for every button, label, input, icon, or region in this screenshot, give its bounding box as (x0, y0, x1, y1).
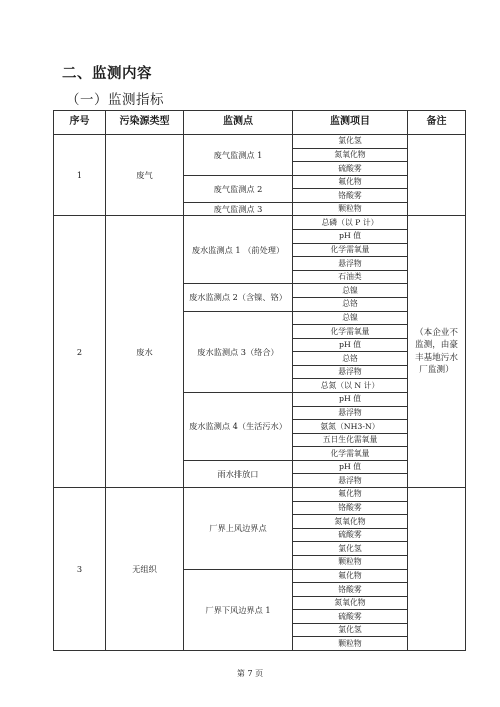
monitoring-item-cell: 氟化物 (293, 488, 408, 502)
table-row (54, 135, 466, 149)
monitoring-item-cell: 石油类 (293, 270, 408, 284)
monitoring-point-cell: 废水监测点 4（生活污水） (184, 392, 293, 460)
source-type-cell: 废气 (106, 135, 184, 216)
monitoring-item-cell: 总镍 (293, 284, 408, 298)
monitoring-item-cell: 氟化物 (293, 569, 408, 583)
remark-cell: （本企业不监测，由豪丰基地污水厂监测） (408, 216, 466, 488)
monitoring-item-cell: 悬浮物 (293, 474, 408, 488)
monitoring-item-cell: 化学需氧量 (293, 447, 408, 461)
monitoring-item-cell: 铬酸雾 (293, 189, 408, 203)
monitoring-item-cell: 铬酸雾 (293, 501, 408, 515)
monitoring-point-cell: 废气监测点 1 (184, 135, 293, 176)
monitoring-point-cell: 厂界上风边界点 (184, 488, 293, 569)
header-remark: 备注 (408, 111, 466, 135)
page-number: 第 7 页 (236, 669, 264, 678)
monitoring-item-cell: 悬浮物 (293, 406, 408, 420)
monitoring-item-cell: 氟化物 (293, 175, 408, 189)
monitoring-item-cell: 氮氧化物 (293, 596, 408, 610)
monitoring-item-cell: 硫酸雾 (293, 528, 408, 542)
monitoring-item-cell: pH 值 (293, 460, 408, 474)
monitoring-item-cell: 总氮（以 N 计） (293, 379, 408, 393)
header-no: 序号 (54, 111, 106, 135)
section-title: 二、监测内容 (62, 66, 152, 82)
monitoring-item-cell: 氮氧化物 (293, 515, 408, 529)
monitoring-item-cell: 颗粒物 (293, 202, 408, 216)
row-number-cell: 2 (54, 216, 106, 488)
header-monitoring-item: 监测项目 (293, 111, 408, 135)
monitoring-item-cell: pH 值 (293, 392, 408, 406)
remark-cell-empty (408, 135, 466, 216)
monitoring-item-cell: 硫酸雾 (293, 162, 408, 176)
header-source-type: 污染源类型 (106, 111, 184, 135)
row-number-cell: 1 (54, 135, 106, 216)
monitoring-item-cell: 总铬 (293, 352, 408, 366)
row-number-cell: 3 (54, 488, 106, 651)
subsection-title: （一）监测指标 (66, 92, 164, 108)
monitoring-item-cell: 颗粒物 (293, 637, 408, 651)
monitoring-item-cell: 化学需氧量 (293, 325, 408, 339)
monitoring-item-cell: 氯化氢 (293, 623, 408, 637)
monitoring-item-cell: 氯化氢 (293, 135, 408, 149)
monitoring-point-cell: 废水监测点 2（含镍、铬） (184, 284, 293, 311)
monitoring-point-cell: 废气监测点 2 (184, 175, 293, 202)
monitoring-table (53, 110, 466, 651)
monitoring-item-cell: 颗粒物 (293, 555, 408, 569)
monitoring-item-cell: 总镍 (293, 311, 408, 325)
monitoring-item-cell: 总铬 (293, 297, 408, 311)
source-type-cell: 废水 (106, 216, 184, 488)
source-type-cell: 无组织 (106, 488, 184, 651)
table-row (54, 488, 466, 502)
table-row (54, 216, 466, 230)
remark-cell-empty (408, 488, 466, 651)
monitoring-item-cell: 化学需氧量 (293, 243, 408, 257)
monitoring-item-cell: 硫酸雾 (293, 610, 408, 624)
monitoring-item-cell: 氨氮（NH3-N） (293, 420, 408, 434)
monitoring-point-cell: 废水监测点 3（络合） (184, 311, 293, 392)
monitoring-point-cell: 废气监测点 3 (184, 202, 293, 216)
monitoring-item-cell: pH 值 (293, 338, 408, 352)
monitoring-point-cell: 废水监测点 1 （前处理） (184, 216, 293, 284)
monitoring-item-cell: 悬浮物 (293, 365, 408, 379)
monitoring-item-cell: 氯化氢 (293, 542, 408, 556)
monitoring-point-cell: 厂界下风边界点 1 (184, 569, 293, 651)
monitoring-item-cell: 悬浮物 (293, 257, 408, 271)
monitoring-item-cell: 氮氧化物 (293, 148, 408, 162)
monitoring-point-cell: 雨水排放口 (184, 460, 293, 487)
monitoring-item-cell: 总磷（以 P 计） (293, 216, 408, 230)
table-body (54, 135, 466, 651)
monitoring-item-cell: 五日生化需氧量 (293, 433, 408, 447)
header-monitoring-point: 监测点 (184, 111, 293, 135)
monitoring-item-cell: pH 值 (293, 230, 408, 244)
monitoring-item-cell: 铬酸雾 (293, 583, 408, 597)
